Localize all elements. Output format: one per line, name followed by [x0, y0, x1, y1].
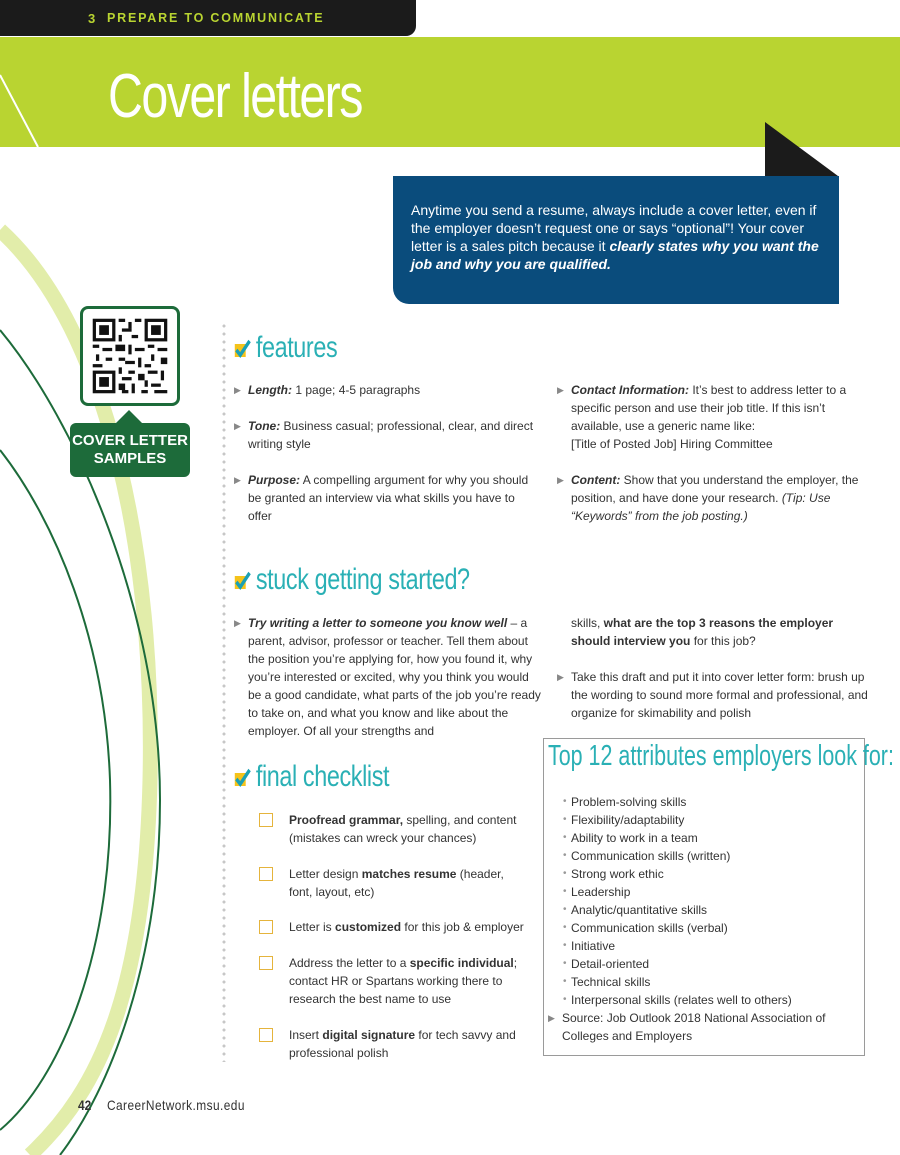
qr-code[interactable] — [80, 306, 180, 406]
feature-content — [557, 471, 869, 525]
feature-label: Tone: — [248, 419, 281, 433]
qr-pattern — [83, 309, 177, 403]
triangle-bullet-icon: ▶ — [557, 475, 564, 485]
attributes-source — [548, 1009, 858, 1045]
feature-label: Contact Information: — [571, 383, 689, 397]
checklist-text: Letter is — [289, 920, 336, 934]
bullet-icon: • — [563, 832, 567, 843]
feature-label: Purpose: — [248, 473, 301, 487]
attributes-source-text: Source: Job Outlook 2018 National Association of Colleges and Employers — [562, 1011, 826, 1043]
checklist-bold: digital signature — [322, 1028, 416, 1042]
stuck-heading-text: stuck getting started? — [255, 563, 470, 596]
checklist-text: spelling, and content (mistakes can wreck your chances) — [289, 813, 517, 845]
bullet-icon: • — [563, 994, 567, 1005]
feature-text: Show that you understand the employer, the position, and have done your research. — [571, 473, 859, 505]
feature-tone — [234, 417, 538, 453]
triangle-bullet-icon: ▶ — [234, 475, 241, 485]
check-icon — [234, 768, 251, 788]
attribute-text: Analytic/quantitative skills — [571, 903, 708, 917]
attribute-item — [563, 829, 698, 847]
attribute-text: Communication skills (verbal) — [571, 921, 728, 935]
checklist-item — [289, 1026, 529, 1062]
stuck-item-1-cont — [571, 614, 869, 650]
checklist-checkbox[interactable] — [259, 1028, 273, 1042]
bullet-icon: • — [563, 922, 567, 933]
triangle-bullet-icon: ▶ — [234, 421, 241, 431]
bullet-icon: • — [563, 868, 567, 879]
checklist-checkbox[interactable] — [259, 813, 273, 827]
checklist-text: Letter design — [289, 867, 362, 881]
bullet-icon: • — [563, 940, 567, 951]
attribute-item — [563, 883, 631, 901]
feature-length — [234, 381, 538, 399]
stuck-item-1 — [234, 614, 544, 740]
feature-purpose — [234, 471, 538, 525]
stuck-text: – a parent, advisor, professor or teacher. Tell them about the position you’re applying for, how you found it, why you’re interested or excited, why you think you would be a good candidate, what parts of the job you’re ready to take on, and what you know and like about the employer. Of all your strengths and — [248, 616, 541, 738]
feature-label: Content: — [571, 473, 621, 487]
qr-badge-line1: COVER LETTER — [72, 432, 188, 449]
attribute-text: Detail-oriented — [571, 957, 650, 971]
intro-text — [411, 201, 831, 273]
checklist-text: ; contact HR or Spartans working there to research the best name to use — [289, 956, 518, 1006]
triangle-bullet-icon: ▶ — [557, 385, 564, 395]
checklist-item — [289, 811, 529, 847]
bullet-icon: • — [563, 904, 567, 915]
checklist-heading-text: final checklist — [255, 760, 390, 793]
qr-badge-pointer — [115, 410, 143, 424]
section-number: 3 — [88, 11, 96, 26]
attribute-item — [563, 937, 616, 955]
page-number: 42 — [78, 1097, 92, 1113]
triangle-bullet-icon: ▶ — [557, 672, 564, 682]
check-icon — [234, 339, 251, 359]
attribute-item — [563, 793, 687, 811]
attribute-text: Ability to work in a team — [571, 831, 698, 845]
attribute-text: Strong work ethic — [571, 867, 664, 881]
section-label: PREPARE TO COMMUNICATE — [107, 11, 325, 25]
attribute-text: Flexibility/adaptability — [571, 813, 685, 827]
stuck-right-bold: what are the top 3 reasons the employer should interview you — [571, 616, 834, 648]
attribute-item — [563, 865, 664, 883]
checklist-text: for this job & employer — [401, 920, 524, 934]
stuck-bold: Try writing a letter to someone you know well — [248, 616, 508, 630]
attribute-text: Interpersonal skills (relates well to others) — [571, 993, 792, 1007]
qr-badge[interactable] — [70, 423, 190, 477]
feature-text-line2: [Title of Posted Job] Hiring Committee — [571, 437, 773, 451]
feature-label: Length: — [248, 383, 292, 397]
attribute-item — [563, 991, 792, 1009]
attribute-item — [563, 847, 731, 865]
footer-url[interactable]: CareerNetwork.msu.edu — [107, 1097, 245, 1113]
checklist-text: Address the letter to a — [289, 956, 410, 970]
triangle-bullet-icon: ▶ — [234, 618, 241, 628]
bullet-icon: • — [563, 958, 567, 969]
checklist-bold: Proofread grammar, — [289, 813, 404, 827]
stuck-item-2 — [557, 668, 869, 722]
stuck-item-2-text: Take this draft and put it into cover letter form: brush up the wording to sound more formal and professional, and organize for skimability and polish — [571, 670, 868, 720]
attributes-title: Top 12 attributes employers look for: — [548, 740, 894, 772]
feature-text: A compelling argument for why you should be granted an interview via what skills you have to offer — [248, 473, 529, 523]
checklist-checkbox[interactable] — [259, 920, 273, 934]
checklist-text: for tech savvy and professional polish — [289, 1028, 516, 1060]
attribute-text: Technical skills — [571, 975, 651, 989]
attribute-text: Initiative — [571, 939, 616, 953]
attribute-text: Communication skills (written) — [571, 849, 731, 863]
check-icon — [234, 571, 251, 591]
stuck-lead: skills, — [571, 616, 604, 630]
checklist-checkbox[interactable] — [259, 867, 273, 881]
attribute-item — [563, 955, 650, 973]
checklist-bold: matches resume — [361, 867, 457, 881]
section-tab — [0, 0, 416, 36]
attribute-item — [563, 901, 708, 919]
triangle-bullet-icon: ▶ — [548, 1013, 555, 1023]
checklist-item — [289, 865, 529, 901]
bullet-icon: • — [563, 796, 567, 807]
checklist-heading — [234, 762, 389, 792]
attribute-text: Problem-solving skills — [571, 795, 687, 809]
feature-text: Business casual; professional, clear, and direct writing style — [248, 419, 534, 451]
bullet-icon: • — [563, 850, 567, 861]
bullet-icon: • — [563, 886, 567, 897]
feature-tip: (Tip: Use “Keywords” from the job posting.) — [571, 491, 831, 523]
intro-bold: clearly states why you want the job and why you are qualified. — [411, 238, 819, 272]
stuck-tail: for this job? — [690, 634, 756, 648]
attribute-item — [563, 919, 728, 937]
stuck-heading — [234, 565, 470, 595]
attribute-text: Leadership — [571, 885, 631, 899]
checklist-item — [289, 918, 529, 936]
triangle-bullet-icon: ▶ — [234, 385, 241, 395]
intro-plain: Anytime you send a resume, always include a cover letter, even if the employer doesn’t request one or says “optional”! Your cover letter is a sales pitch because it — [411, 202, 817, 254]
checklist-checkbox[interactable] — [259, 956, 273, 970]
feature-text: It’s best to address letter to a specific person and use their job title. If this isn’t available, use a generic name like: — [571, 383, 847, 433]
attribute-item — [563, 811, 685, 829]
features-heading-text: features — [255, 331, 338, 364]
attribute-item — [563, 973, 651, 991]
qr-badge-line2: SAMPLES — [93, 450, 167, 467]
feature-contact — [557, 381, 869, 453]
checklist-text: (header, font, layout, etc) — [289, 867, 504, 899]
checklist-text: Insert — [289, 1028, 323, 1042]
bullet-icon: • — [563, 976, 567, 987]
checklist-bold: specific individual — [409, 956, 514, 970]
bullet-icon: • — [563, 814, 567, 825]
dotted-divider — [222, 322, 226, 1062]
feature-text: 1 page; 4-5 paragraphs — [292, 383, 421, 397]
checklist-item — [289, 954, 541, 1008]
features-heading — [234, 333, 337, 363]
page-title: Cover letters — [108, 62, 362, 131]
checklist-bold: customized — [335, 920, 402, 934]
